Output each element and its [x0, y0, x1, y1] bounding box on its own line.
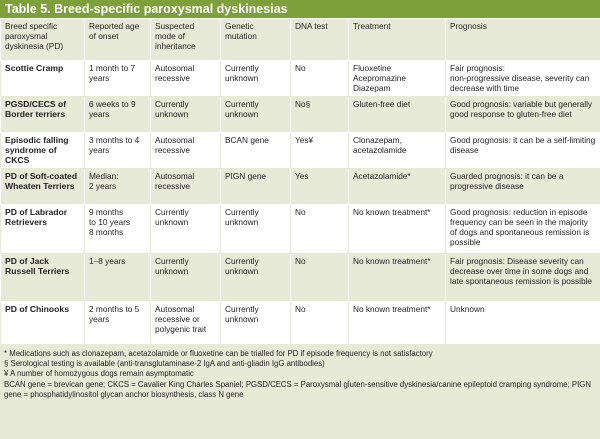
table-cell: Autosomal recessive or polygenic trait: [151, 302, 221, 345]
footnote: ¥ A number of homozygous dogs remain asymptomatic: [4, 369, 194, 379]
footnote: BCAN gene = brevican gene; CKCS = Cavalier King Charles Spaniel; PGSD/CECS = Paroxysmal gluten-sensitive dyskinesia/canine epileptoid cramping syndrome; PIGN gene = phosphatidylinositol glycan anchor biosynthesis, class N gene: [4, 379, 591, 399]
table-row: [1, 97, 600, 133]
table-cell: Acetazolamide*: [349, 169, 446, 205]
table-cell: No: [291, 302, 349, 345]
table-cell: Unknown: [446, 302, 600, 345]
table-cell: Autosomal recessive: [151, 133, 221, 169]
table-row: [1, 254, 600, 302]
table-cell: Good prognosis: variable but generally good response to gluten-free diet: [446, 97, 600, 133]
table-cell: Autosomal recessive: [151, 61, 221, 97]
table-cell: Good prognosis: it can be a self-limiting disease: [446, 133, 600, 169]
breed-cell: PD of Chinooks: [1, 302, 85, 345]
dyskinesia-table: [0, 18, 600, 345]
table-cell: Currently unknown: [151, 97, 221, 133]
table-cell: Gluten-free diet: [349, 97, 446, 133]
table-cell: Fair prognosis: Disease severity can decrease over time in some dogs and late spontaneous remission is possible: [446, 254, 600, 302]
table-cell: Currently unknown: [221, 254, 291, 302]
table-row: [1, 205, 600, 254]
table-cell: Currently unknown: [221, 205, 291, 254]
breed-cell: PD of Jack Russell Terriers: [1, 254, 85, 302]
table-cell: Guarded prognosis: it can be a progressive disease: [446, 169, 600, 205]
table-cell: Fair prognosis: non-progressive disease, severity can decrease with time: [446, 61, 600, 97]
table-cell: PIGN gene: [221, 169, 291, 205]
column-header: Breed specific paroxysmal dyskinesia (PD): [1, 19, 85, 61]
table-cell: No known treatment*: [349, 205, 446, 254]
table-cell: No: [291, 254, 349, 302]
column-header: Treatment: [349, 19, 446, 61]
table-cell: 3 months to 4 years: [85, 133, 151, 169]
table-cell: No known treatment*: [349, 302, 446, 345]
breed-cell: Scottie Cramp: [1, 61, 85, 97]
footnotes: [0, 345, 600, 400]
table-cell: 6 weeks to 9 years: [85, 97, 151, 133]
table-cell: Currently unknown: [151, 254, 221, 302]
breed-cell: PD of Labrador Retrievers: [1, 205, 85, 254]
table-cell: Currently unknown: [151, 205, 221, 254]
table-cell: No§: [291, 97, 349, 133]
table-cell: 1 month to 7 years: [85, 61, 151, 97]
breed-cell: Episodic falling syndrome of CKCS: [1, 133, 85, 169]
table-title: Table 5. Breed-specific paroxysmal dyskinesias: [0, 0, 600, 18]
column-header: Reported age of onset: [85, 19, 151, 61]
table-cell: Clonazepam, acetazolamide: [349, 133, 446, 169]
table-cell: Yes: [291, 169, 349, 205]
table-cell: Currently unknown: [221, 97, 291, 133]
table-row: [1, 61, 600, 97]
table-cell: Yes¥: [291, 133, 349, 169]
column-header: Suspected mode of inheritance: [151, 19, 221, 61]
table-cell: 2 months to 5 years: [85, 302, 151, 345]
table-cell: Autosomal recessive: [151, 169, 221, 205]
table-cell: Currently unknown: [221, 302, 291, 345]
table-cell: No: [291, 61, 349, 97]
breed-cell: PGSD/CECS of Border terriers: [1, 97, 85, 133]
table-row: [1, 133, 600, 169]
table-row: [1, 169, 600, 205]
header-row: [1, 19, 600, 61]
footnote: § Serological testing is available (anti-transglutaminase-2 IgA and anti-gliadin IgG antibodies): [4, 359, 325, 369]
table-cell: Fluoxetine Acepromazine Diazepam: [349, 61, 446, 97]
footnote: * Medications such as clonazepam, acetazolamide or fluoxetine can be trialled for PD if episode frequency is not satisfactory: [4, 349, 433, 358]
column-header: Prognosis: [446, 19, 600, 61]
column-header: Genetic mutation: [221, 19, 291, 61]
table-row: [1, 302, 600, 345]
column-header: DNA test: [291, 19, 349, 61]
table-cell: Median: 2 years: [85, 169, 151, 205]
table-cell: Currently unknown: [221, 61, 291, 97]
table-cell: 1–8 years: [85, 254, 151, 302]
breed-cell: PD of Soft-coated Wheaten Terriers: [1, 169, 85, 205]
table-cell: No known treatment*: [349, 254, 446, 302]
table-cell: 9 months to 10 years 8 months: [85, 205, 151, 254]
table-cell: No: [291, 205, 349, 254]
table-cell: Good prognosis: reduction in episode frequency can be seen in the majority of dogs and spontaneous remission is possible: [446, 205, 600, 254]
table-cell: BCAN gene: [221, 133, 291, 169]
